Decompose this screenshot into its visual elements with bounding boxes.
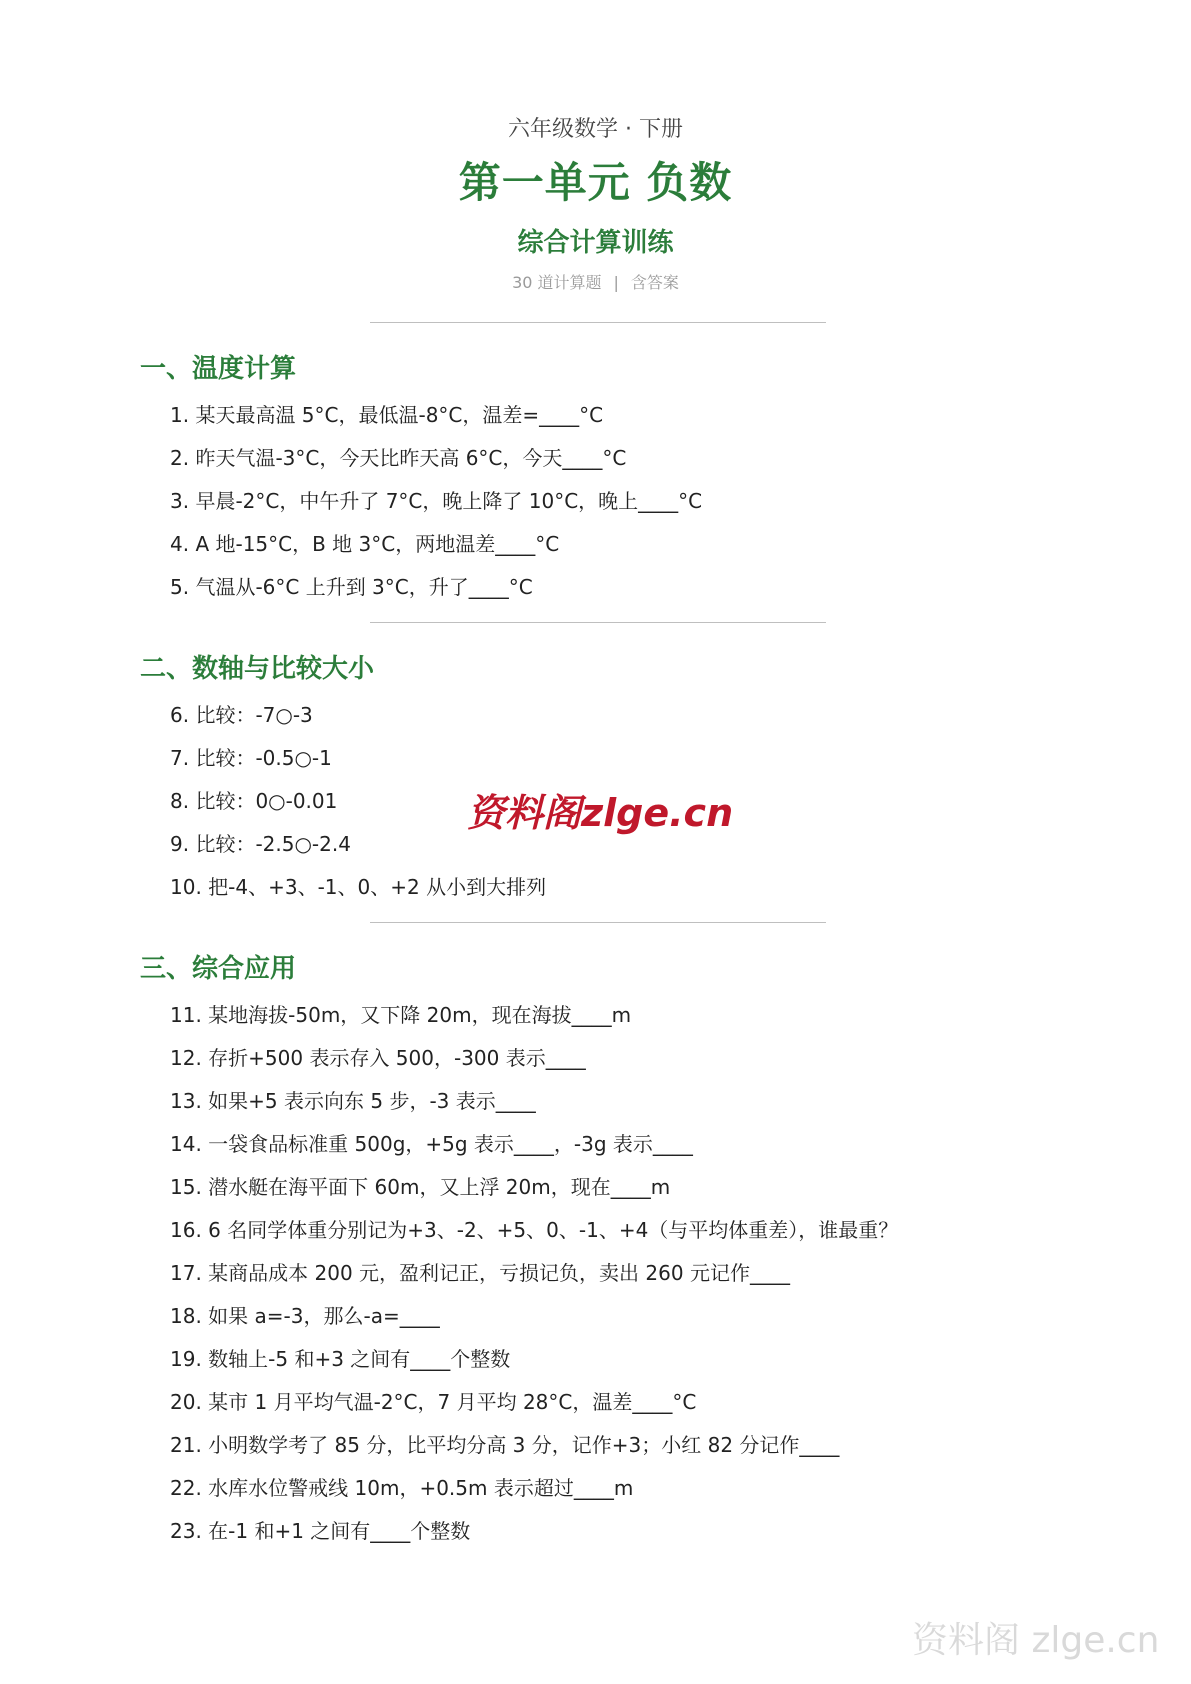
grade-label: 六年级数学 · 下册	[508, 117, 683, 142]
question-item: 13. 如果+5 表示向东 5 步，-3 表示____	[170, 1089, 536, 1113]
page-title: 第一单元 负数	[458, 158, 733, 207]
question-item: 17. 某商品成本 200 元，盈利记正，亏损记负，卖出 260 元记作____	[170, 1261, 790, 1285]
question-item: 14. 一袋食品标准重 500g，+5g 表示____，-3g 表示____	[170, 1132, 693, 1156]
divider	[370, 322, 826, 323]
question-item: 2. 昨天气温-3°C，今天比昨天高 6°C，今天____°C	[170, 446, 627, 470]
question-item: 22. 水库水位警戒线 10m，+0.5m 表示超过____m	[170, 1476, 634, 1500]
question-item: 3. 早晨-2°C，中午升了 7°C，晚上降了 10°C，晚上____°C	[170, 489, 703, 513]
section-title-temperature: 一、温度计算	[140, 354, 297, 384]
question-item: 8. 比较：0○-0.01	[170, 789, 338, 813]
question-item: 12. 存折+500 表示存入 500，-300 表示____	[170, 1046, 586, 1070]
question-item: 15. 潜水艇在海平面下 60m，又上浮 20m，现在____m	[170, 1175, 671, 1199]
question-item: 19. 数轴上-5 和+3 之间有____个整数	[170, 1347, 511, 1371]
watermark-corner: 资料阁 zlge.cn	[912, 1620, 1160, 1661]
question-item: 18. 如果 a=-3，那么-a=____	[170, 1304, 440, 1328]
watermark-center: 资料阁zlge.cn	[467, 791, 734, 835]
question-count: 30 道计算题	[512, 273, 602, 292]
question-item: 5. 气温从-6°C 上升到 3°C，升了____°C	[170, 575, 533, 599]
divider	[370, 622, 826, 623]
question-item: 23. 在-1 和+1 之间有____个整数	[170, 1519, 471, 1543]
question-item: 11. 某地海拔-50m，又下降 20m，现在海拔____m	[170, 1003, 632, 1027]
question-item: 1. 某天最高温 5°C，最低温-8°C，温差=____°C	[170, 403, 604, 427]
question-item: 16. 6 名同学体重分别记为+3、-2、+5、0、-1、+4（与平均体重差），谁最重？	[170, 1218, 899, 1242]
question-item: 20. 某市 1 月平均气温-2°C，7 月平均 28°C，温差____°C	[170, 1390, 697, 1414]
section-title-application: 三、综合应用	[140, 954, 297, 984]
question-item: 7. 比较：-0.5○-1	[170, 746, 332, 770]
divider	[370, 922, 826, 923]
meta-line	[0, 270, 1191, 293]
question-item: 9. 比较：-2.5○-2.4	[170, 832, 351, 856]
section-title-number-line: 二、数轴与比较大小	[140, 654, 375, 684]
question-item: 10. 把-4、+3、-1、0、+2 从小到大排列	[170, 875, 547, 899]
page-subtitle: 综合计算训练	[517, 228, 674, 258]
question-item: 21. 小明数学考了 85 分，比平均分高 3 分，记作+3；小红 82 分记作____	[170, 1433, 840, 1457]
meta-separator: |	[613, 273, 619, 292]
question-item: 6. 比较：-7○-3	[170, 703, 313, 727]
question-item: 4. A 地-15°C，B 地 3°C，两地温差____°C	[170, 532, 560, 556]
answer-note: 含答案	[630, 273, 679, 292]
